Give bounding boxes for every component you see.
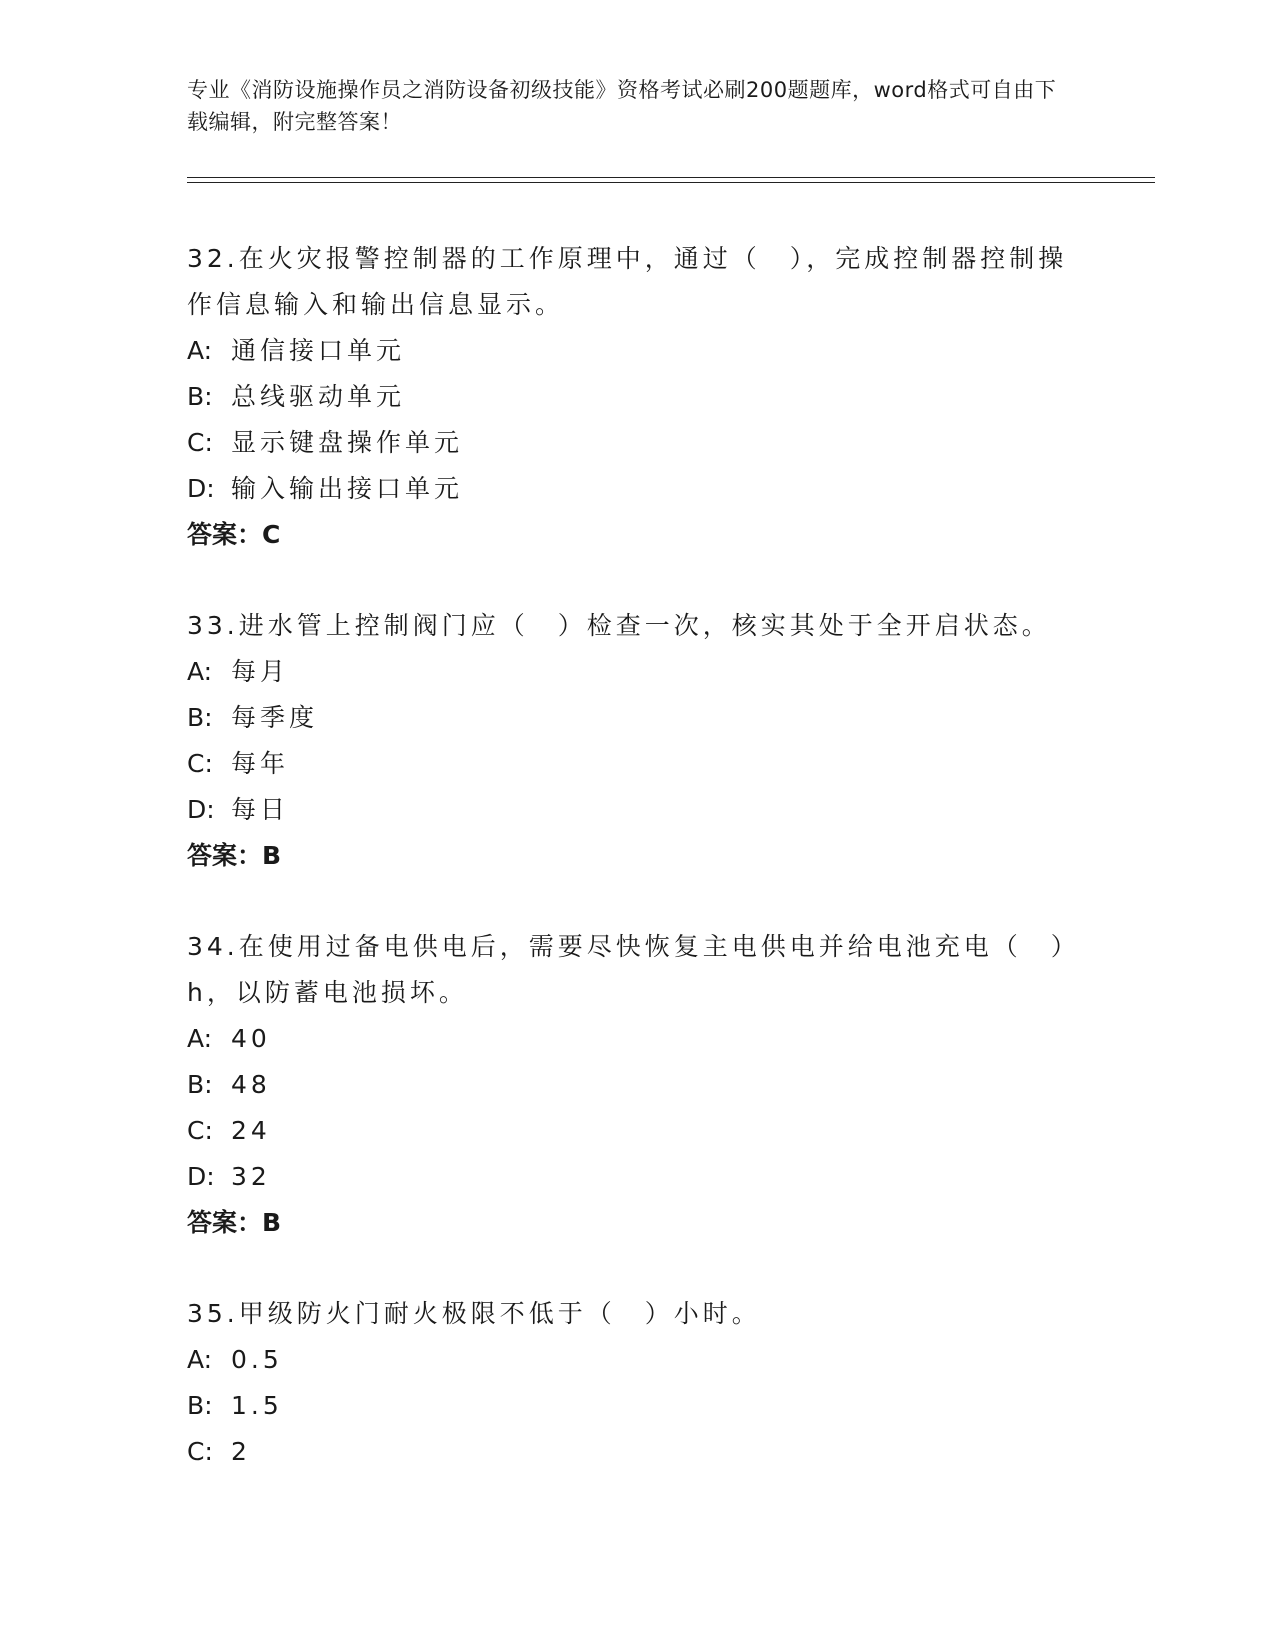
option-key: C: xyxy=(187,749,213,778)
option-text: 输入输出接口单元 xyxy=(231,474,464,503)
option-key: A: xyxy=(187,1345,213,1374)
option-text: 每日 xyxy=(231,795,290,824)
answer-line: 答案：B xyxy=(187,1208,282,1237)
option-key: A: xyxy=(187,1024,213,1053)
option-text: 24 xyxy=(231,1116,271,1145)
option-d xyxy=(187,787,1087,833)
option-key: B: xyxy=(187,703,213,732)
option-a xyxy=(187,1337,1087,1383)
option-text: 每月 xyxy=(231,657,290,686)
option-key: D: xyxy=(187,795,215,824)
option-text: 48 xyxy=(231,1070,271,1099)
option-c xyxy=(187,1429,1087,1475)
option-c xyxy=(187,741,1087,787)
option-a xyxy=(187,328,1087,374)
option-c xyxy=(187,1108,1087,1154)
option-b xyxy=(187,374,1087,420)
option-d xyxy=(187,1154,1087,1200)
option-key: D: xyxy=(187,474,215,503)
option-text: 40 xyxy=(231,1024,271,1053)
option-text: 0.5 xyxy=(231,1345,283,1374)
option-a xyxy=(187,1016,1087,1062)
document-header: 专业《消防设施操作员之消防设备初级技能》资格考试必刷200题题库，word格式可自由下载编辑，附完整答案！ xyxy=(187,78,1057,134)
question-35 xyxy=(187,1291,1087,1475)
option-d xyxy=(187,466,1087,512)
header-divider-top xyxy=(187,177,1155,178)
option-text: 显示键盘操作单元 xyxy=(231,428,464,457)
option-key: D: xyxy=(187,1162,215,1191)
question-stem: 35.甲级防火门耐火极限不低于（ ）小时。 xyxy=(187,1299,761,1328)
question-32 xyxy=(187,236,1087,558)
option-key: C: xyxy=(187,1437,213,1466)
option-a xyxy=(187,649,1087,695)
option-key: B: xyxy=(187,382,213,411)
option-text: 32 xyxy=(231,1162,271,1191)
question-stem: 34.在使用过备电供电后，需要尽快恢复主电供电并给电池充电（ ）h，以防蓄电池损坏。 xyxy=(187,932,1080,1007)
option-key: A: xyxy=(187,336,213,365)
option-text: 通信接口单元 xyxy=(231,336,406,365)
question-33 xyxy=(187,603,1087,879)
answer-line: 答案：B xyxy=(187,841,282,870)
option-key: C: xyxy=(187,428,213,457)
option-text: 每季度 xyxy=(231,703,319,732)
option-b xyxy=(187,695,1087,741)
option-key: C: xyxy=(187,1116,213,1145)
question-stem: 32.在火灾报警控制器的工作原理中，通过（ ），完成控制器控制操作信息输入和输出信息显示。 xyxy=(187,244,1068,319)
option-text: 2 xyxy=(231,1437,251,1466)
option-text: 1.5 xyxy=(231,1391,283,1420)
question-34 xyxy=(187,924,1087,1246)
option-b xyxy=(187,1383,1087,1429)
option-c xyxy=(187,420,1087,466)
question-stem: 33.进水管上控制阀门应（ ）检查一次，核实其处于全开启状态。 xyxy=(187,611,1051,640)
option-text: 每年 xyxy=(231,749,290,778)
option-key: A: xyxy=(187,657,213,686)
question-list xyxy=(187,236,1087,1520)
header-divider-bottom xyxy=(187,182,1155,183)
option-text: 总线驱动单元 xyxy=(231,382,406,411)
answer-line: 答案：C xyxy=(187,520,281,549)
option-b xyxy=(187,1062,1087,1108)
option-key: B: xyxy=(187,1070,213,1099)
option-key: B: xyxy=(187,1391,213,1420)
